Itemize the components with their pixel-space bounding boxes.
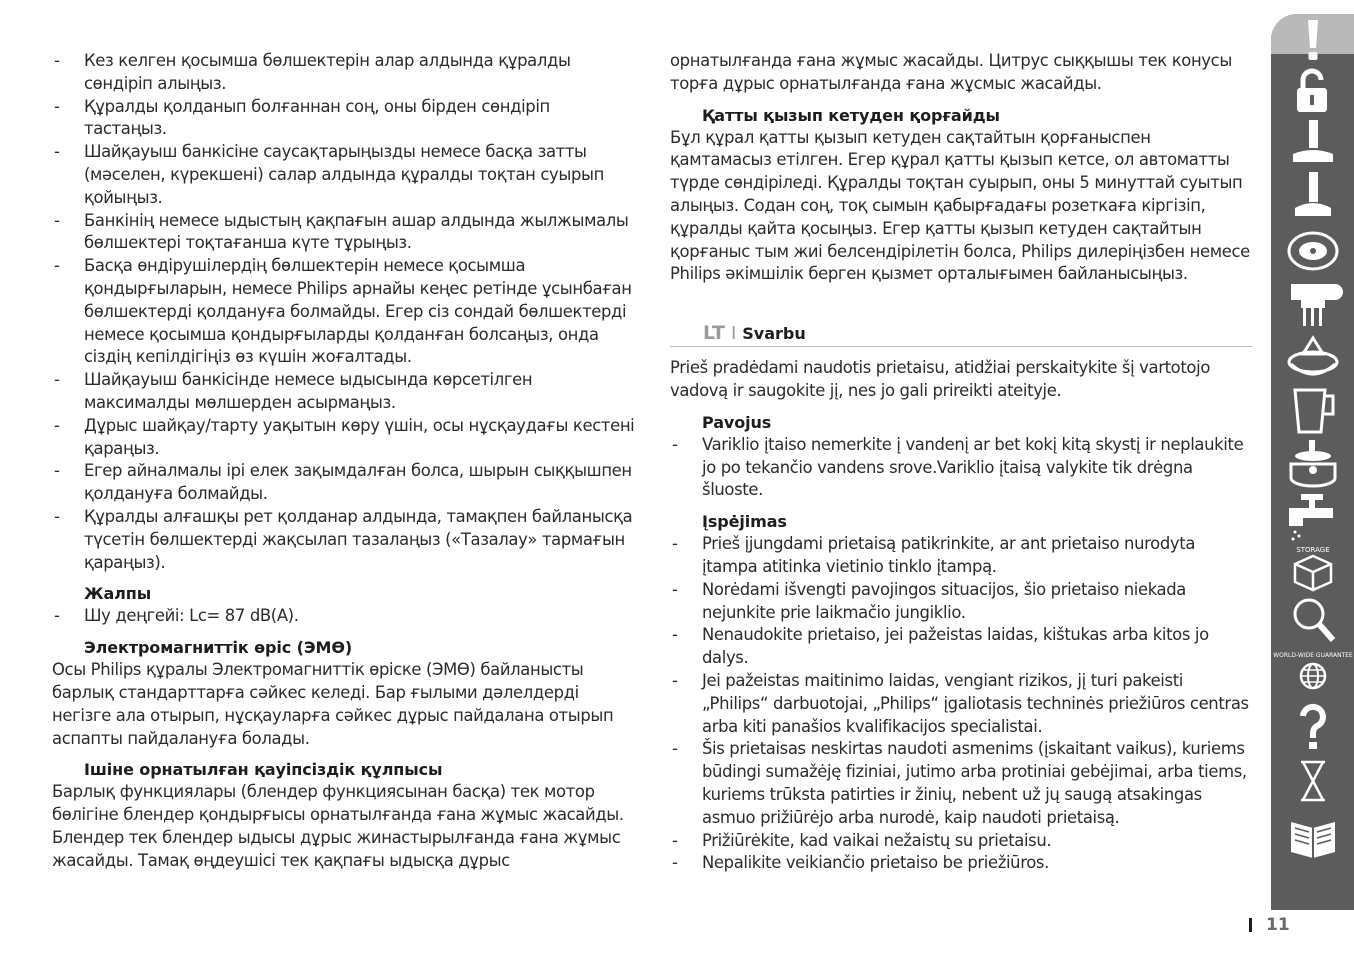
list-item: - Шайқауыш банкісіне саусақтарыңызды немесе басқа затты (мәселен, күрекшені) салар алдында құралды тоқтан суырып қойыңыз. [52, 141, 637, 209]
heading-safety-lock: Ішіне орнатылған қауіпсіздік құлпысы [84, 760, 443, 780]
language-code: LT [703, 322, 725, 345]
page-number-value: 11 [1266, 915, 1290, 935]
list-item: - Дұрыс шайқау/тарту уақытын көру үшін, осы нұсқаудағы кестені қараңыз. [52, 415, 637, 461]
page-number [1249, 914, 1290, 936]
blender-icon[interactable] [1285, 118, 1341, 168]
list-item: - Šis prietaisas neskirtas naudoti asmenims (įskaitant vaikus), kuriems būdingi sumažėję fiziniai, jutimo arba protiniai gebėjimai, arba tiems, kuriems trūksta patirties ir žinių, nebent už jų saugą atsakingas asmuo prižiūrėjo arba nurodė, kaip naudoti prietaisą. [670, 738, 1252, 829]
chapter-sidebar [1271, 14, 1354, 910]
paragraph-overheat: Бұл құрал қатты қызып кетуден сақтайтын қорғаныспен қамтамасыз етілген. Егер құрал қатты қызып кетсе, ол автоматты түрде сөндіріледі. Құралды тоқтан суырып, оны 5 минуттай суытып алыңыз. Содан соң, тоқ сымын қабырғадағы розеткаға кіргізіп, құралды қайта қосыңыз. Егер қатты қызып кетуден сақтайтын қорғаныс тым жиі белсендірілетін болса, Philips дилеріңізбен немесе Philips әкімшілік берген қызмет орталығымен байланысыңыз. [670, 127, 1250, 284]
blender-icon-2[interactable] [1285, 170, 1341, 220]
exclamation-icon[interactable] [1285, 16, 1341, 66]
list-item: - Jei pažeistas maitinimo laidas, vengiant rizikos, jį turi pakeisti „Philips“ darbuotojai, „Philips“ įgaliotasis techninės priežiūros centras arba kiti panašios kvalifikacijos specialistai. [670, 670, 1252, 738]
guarantee-label: WORLD-WIDE GUARANTEE [1273, 652, 1353, 659]
list-item: - Құралды алғашқы рет қолданар алдында, тамақпен байланысқа түсетін бөлшектерді жақсылап тазалаңыз («Тазалау» тармағын қараңыз). [52, 506, 637, 574]
danger-bullet-list [670, 434, 1252, 502]
heading-danger: Pavojus [702, 412, 772, 432]
paragraph-intro: Prieš pradėdami naudotis prietaisu, atidžiai perskaitykite šį vartotojo vadovą ir saugokite jį, nes jo gali prireikti ateityje. [670, 358, 1210, 400]
section-name: Svarbu [742, 324, 806, 344]
list-item: - Құралды қолданып болғаннан соң, оны бірден сөндіріп тастаңыз. [52, 96, 637, 142]
list-item: - Басқа өндірушілердің бөлшектерін немесе қосымша қондырғыларын, немесе Philips арнайы кеңес ретінде ұсынбаған бөлшектерді қолдануға болмайды. Егер сіз сондай бөлшектерді немесе қосымша қондырғыларды қолданған болсаңыз, онда сіздің кепілдігіңіз өз күшін жоғалтады. [52, 255, 637, 369]
heading-emf: Электромагниттік өріс (ЭМӨ) [84, 638, 353, 658]
list-item: - Кез келген қосымша бөлшектерін алар алдында құралды сөндіріп алыңыз. [52, 50, 637, 96]
paragraph-emf: Осы Philips құралы Электромагниттік өріске (ЭМӨ) байланысты барлық стандарттарға сәйкес келеді. Бар ғылыми дәлелдерді негізге ала отырып, нұсқауларға сәйкес дұрыс пайдалана отырып аспапты пайдалануға болады. [52, 660, 614, 748]
disc-icon[interactable] [1285, 226, 1341, 276]
tap-icon[interactable] [1285, 492, 1341, 542]
list-item: - Prieš įjungdami prietaisą patikrinkite, ar ant prietaiso nurodyta įtampa atitinka vietinio tinklo įtampą. [670, 533, 1252, 579]
food-processor-icon[interactable] [1285, 438, 1341, 488]
right-column [670, 50, 1252, 875]
storage-box-icon[interactable] [1285, 542, 1341, 592]
list-item: - Variklio įtaiso nemerkite į vandenį ar bet kokį kitą skystį ir neplaukite jo po tekančio vandens srove.Variklio įtaisą valykite tik drėgna šluoste. [670, 434, 1252, 502]
paragraph-safety-lock: Барлық функциялары (блендер функциясынан басқа) тек мотор бөлігіне блендер қондырғысы орнатылғанда ғана жұмыс жасайды. Блендер тек блендер ыдысы дұрыс жинастырылғанда ғана жұмыс жасайды. Тамақ өңдеушісі тек қақпағы ыдысқа дұрыс [52, 782, 624, 870]
list-item: - Егер айналмалы ірі елек зақымдалған болса, шырын сыққышпен қолдануға болмайды. [52, 460, 637, 506]
unlock-icon[interactable] [1285, 66, 1341, 116]
globe-guarantee-icon[interactable] [1273, 648, 1353, 698]
list-item: - Nepalikite veikiančio prietaiso be priežiūros. [670, 852, 1252, 875]
left-column [52, 50, 637, 873]
citrus-press-icon[interactable] [1285, 332, 1341, 382]
warning-bullet-list [670, 533, 1252, 875]
paragraph-continued: орнатылғанда ғана жұмыс жасайды. Цитрус сыққышы тек конусы торға дұрыс орнатылғанда ғана жұсмыс жасайды. [670, 51, 1232, 93]
heading-general: Жалпы [84, 584, 152, 604]
page-number-bar [1249, 918, 1252, 932]
mixer-icon[interactable] [1285, 280, 1341, 330]
heading-overheat: Қатты қызып кетуден қорғайды [702, 105, 1000, 125]
list-item: - Norėdami išvengti pavojingos situacijos, šio prietaiso niekada nejunkite prie laikmačio jungiklio. [670, 579, 1252, 625]
safety-bullet-list [52, 50, 637, 574]
jug-icon[interactable] [1285, 386, 1341, 436]
storage-label: STORAGE [1296, 546, 1330, 554]
heading-warning: Įspėjimas [702, 512, 787, 532]
section-title-lt [670, 322, 1252, 347]
general-bullet-list [52, 605, 637, 628]
question-icon[interactable] [1285, 702, 1341, 752]
list-item: - Nenaudokite prietaiso, jei pažeistas laidas, kištukas arba kitos jo dalys. [670, 624, 1252, 670]
magnifier-icon[interactable] [1285, 594, 1341, 644]
list-item: - Шу деңгейі: Lc= 87 dB(A). [52, 605, 637, 628]
list-item: - Банкінің немесе ыдыстың қақпағын ашар алдында жылжымалы бөлшектері тоқтағанша күте тұрыңыз. [52, 210, 637, 256]
book-icon[interactable] [1285, 810, 1341, 860]
list-item: - Шайқауыш банкісінде немесе ыдысында көрсетілген максималды мөлшерден асырмаңыз. [52, 369, 637, 415]
hourglass-icon[interactable] [1285, 756, 1341, 806]
title-separator: I [730, 323, 737, 345]
list-item: - Prižiūrėkite, kad vaikai nežaistų su prietaisu. [670, 830, 1252, 853]
